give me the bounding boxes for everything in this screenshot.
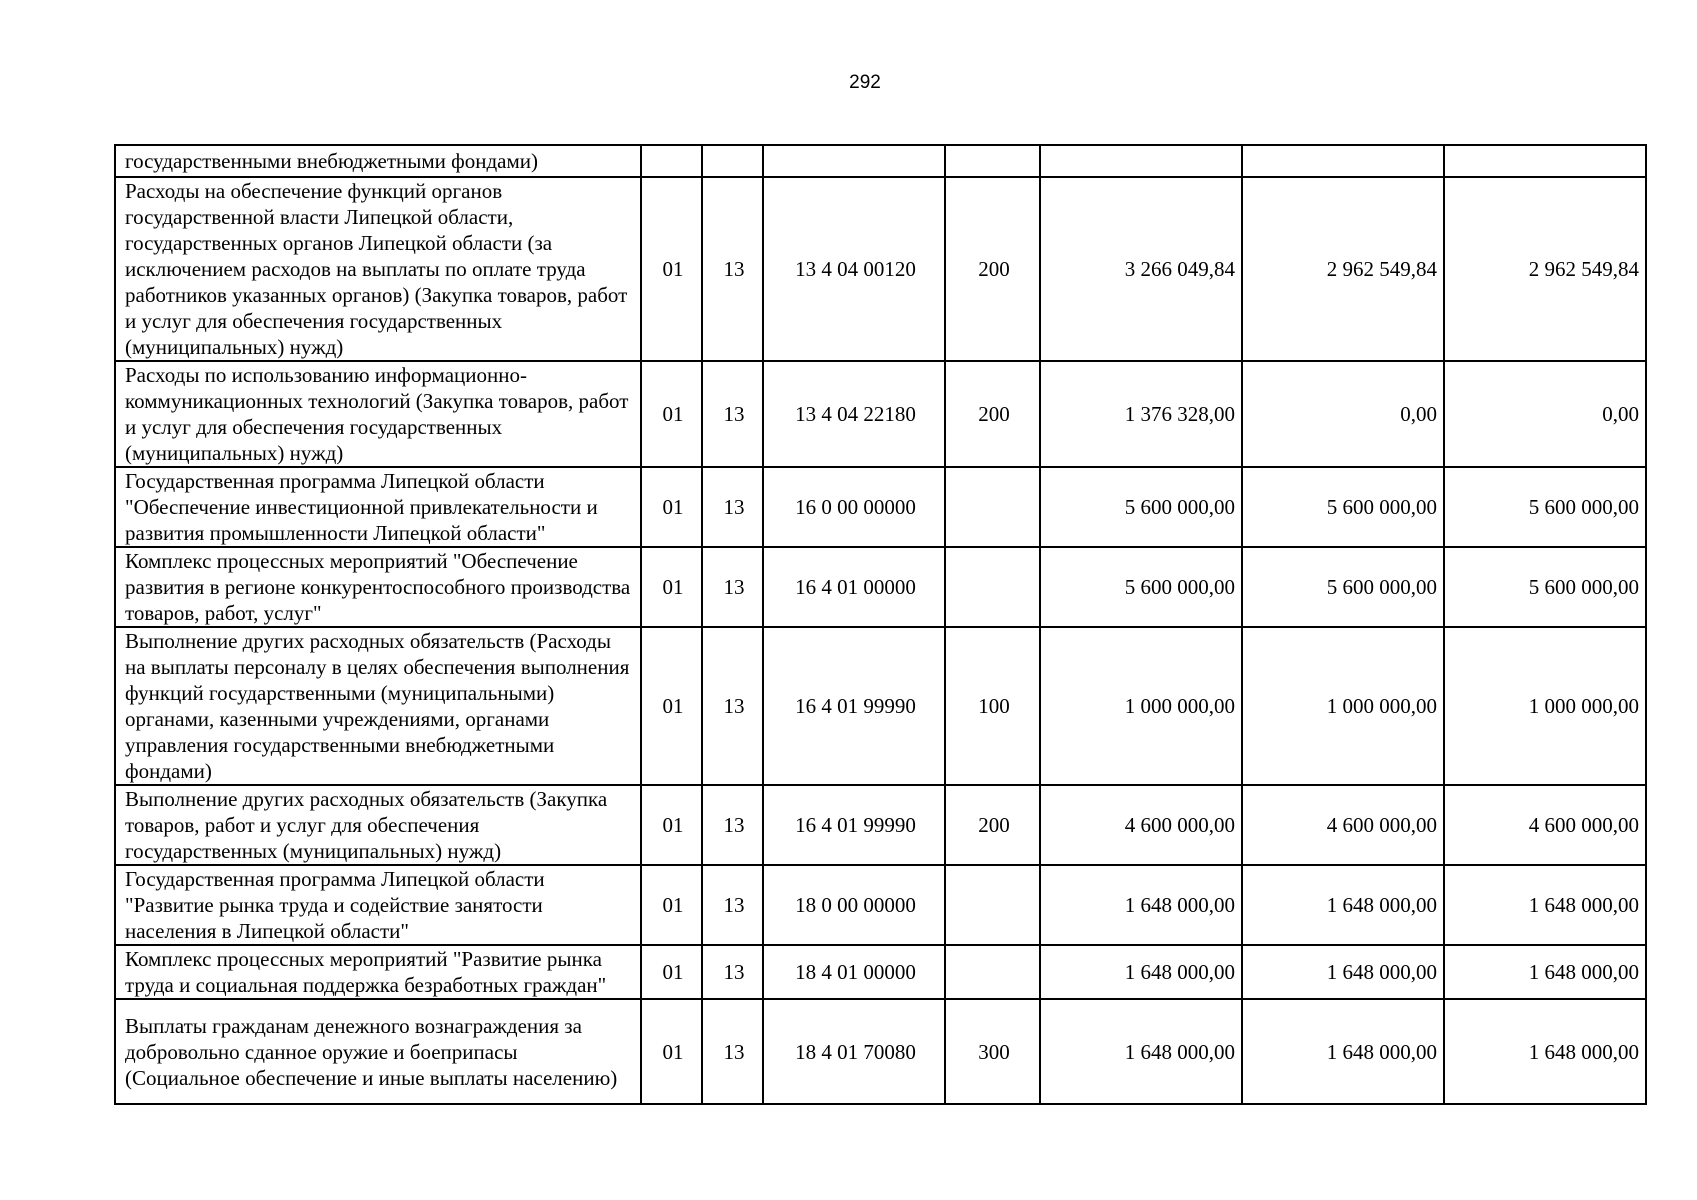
section-code-cell: 01 — [641, 361, 702, 467]
amount-2-cell: 1 648 000,00 — [1242, 999, 1444, 1104]
expense-kind-cell — [945, 547, 1040, 627]
amount-1-cell: 1 000 000,00 — [1040, 627, 1242, 785]
target-article-cell: 18 0 00 00000 — [763, 865, 945, 945]
row-name-cell: Государственная программа Липецкой области "Обеспечение инвестиционной привлекательности и развития промышленности Липецкой области" — [115, 467, 641, 547]
amount-3-cell: 1 000 000,00 — [1444, 627, 1646, 785]
target-article-cell: 16 4 01 99990 — [763, 627, 945, 785]
target-article-cell — [763, 145, 945, 177]
subsection-code-cell: 13 — [702, 177, 763, 361]
expense-kind-cell: 200 — [945, 785, 1040, 865]
amount-3-cell — [1444, 145, 1646, 177]
page-number: 292 — [849, 72, 881, 93]
row-name-cell: государственными внебюджетными фондами) — [115, 145, 641, 177]
amount-2-cell: 0,00 — [1242, 361, 1444, 467]
subsection-code-cell — [702, 145, 763, 177]
amount-1-cell — [1040, 145, 1242, 177]
row-name-cell: Расходы на обеспечение функций органов государственной власти Липецкой области, государственных органов Липецкой области (за исключением расходов на выплаты по оплате труда работников указанных органов) (Закупка товаров, работ и услуг для обеспечения государственных (муниципальных) нужд) — [115, 177, 641, 361]
table-row — [115, 865, 1646, 945]
row-name-cell: Выплаты гражданам денежного вознаграждения за добровольно сданное оружие и боеприпасы (Социальное обеспечение и иные выплаты населению) — [115, 999, 641, 1104]
row-name-cell: Комплекс процессных мероприятий "Развитие рынка труда и социальная поддержка безработных граждан" — [115, 945, 641, 999]
target-article-cell: 18 4 01 00000 — [763, 945, 945, 999]
amount-1-cell: 1 376 328,00 — [1040, 361, 1242, 467]
amount-1-cell: 5 600 000,00 — [1040, 467, 1242, 547]
subsection-code-cell: 13 — [702, 785, 763, 865]
amount-3-cell: 1 648 000,00 — [1444, 999, 1646, 1104]
expense-kind-cell — [945, 865, 1040, 945]
amount-1-cell: 5 600 000,00 — [1040, 547, 1242, 627]
table-row — [115, 547, 1646, 627]
section-code-cell: 01 — [641, 785, 702, 865]
expense-kind-cell: 200 — [945, 177, 1040, 361]
amount-3-cell: 1 648 000,00 — [1444, 945, 1646, 999]
amount-3-cell: 5 600 000,00 — [1444, 467, 1646, 547]
subsection-code-cell: 13 — [702, 999, 763, 1104]
section-code-cell: 01 — [641, 547, 702, 627]
section-code-cell: 01 — [641, 999, 702, 1104]
table-row — [115, 945, 1646, 999]
target-article-cell: 18 4 01 70080 — [763, 999, 945, 1104]
amount-2-cell: 5 600 000,00 — [1242, 547, 1444, 627]
expense-kind-cell: 300 — [945, 999, 1040, 1104]
target-article-cell: 13 4 04 00120 — [763, 177, 945, 361]
table-row — [115, 627, 1646, 785]
row-name-cell: Комплекс процессных мероприятий "Обеспечение развития в регионе конкурентоспособного производства товаров, работ, услуг" — [115, 547, 641, 627]
subsection-code-cell: 13 — [702, 467, 763, 547]
amount-3-cell: 1 648 000,00 — [1444, 865, 1646, 945]
expense-kind-cell — [945, 145, 1040, 177]
target-article-cell: 16 4 01 99990 — [763, 785, 945, 865]
subsection-code-cell: 13 — [702, 361, 763, 467]
subsection-code-cell: 13 — [702, 865, 763, 945]
section-code-cell: 01 — [641, 627, 702, 785]
section-code-cell: 01 — [641, 177, 702, 361]
amount-3-cell: 0,00 — [1444, 361, 1646, 467]
table-row — [115, 785, 1646, 865]
target-article-cell: 16 4 01 00000 — [763, 547, 945, 627]
subsection-code-cell: 13 — [702, 627, 763, 785]
table-row — [115, 999, 1646, 1104]
amount-3-cell: 2 962 549,84 — [1444, 177, 1646, 361]
expense-kind-cell — [945, 467, 1040, 547]
amount-1-cell: 4 600 000,00 — [1040, 785, 1242, 865]
section-code-cell: 01 — [641, 865, 702, 945]
target-article-cell: 16 0 00 00000 — [763, 467, 945, 547]
subsection-code-cell: 13 — [702, 547, 763, 627]
amount-1-cell: 1 648 000,00 — [1040, 945, 1242, 999]
target-article-cell: 13 4 04 22180 — [763, 361, 945, 467]
row-name-cell: Расходы по использованию информационно-коммуникационных технологий (Закупка товаров, работ и услуг для обеспечения государственных (муниципальных) нужд) — [115, 361, 641, 467]
table-row — [115, 361, 1646, 467]
row-name-cell: Выполнение других расходных обязательств (Расходы на выплаты персоналу в целях обеспечения выполнения функций государственными (муниципальными) органами, казенными учреждениями, органами управления государственными внебюджетными фондами) — [115, 627, 641, 785]
amount-2-cell: 1 648 000,00 — [1242, 945, 1444, 999]
amount-3-cell: 4 600 000,00 — [1444, 785, 1646, 865]
amount-2-cell: 2 962 549,84 — [1242, 177, 1444, 361]
table-row — [115, 467, 1646, 547]
expense-kind-cell: 200 — [945, 361, 1040, 467]
amount-2-cell: 1 648 000,00 — [1242, 865, 1444, 945]
amount-2-cell: 5 600 000,00 — [1242, 467, 1444, 547]
expense-kind-cell — [945, 945, 1040, 999]
amount-2-cell — [1242, 145, 1444, 177]
subsection-code-cell: 13 — [702, 945, 763, 999]
amount-1-cell: 3 266 049,84 — [1040, 177, 1242, 361]
expense-kind-cell: 100 — [945, 627, 1040, 785]
section-code-cell: 01 — [641, 467, 702, 547]
amount-2-cell: 4 600 000,00 — [1242, 785, 1444, 865]
budget-table — [114, 144, 1647, 1105]
amount-2-cell: 1 000 000,00 — [1242, 627, 1444, 785]
amount-1-cell: 1 648 000,00 — [1040, 865, 1242, 945]
row-name-cell: Выполнение других расходных обязательств (Закупка товаров, работ и услуг для обеспечения государственных (муниципальных) нужд) — [115, 785, 641, 865]
table-row — [115, 145, 1646, 177]
amount-1-cell: 1 648 000,00 — [1040, 999, 1242, 1104]
row-name-cell: Государственная программа Липецкой области "Развитие рынка труда и содействие занятости населения в Липецкой области" — [115, 865, 641, 945]
table-row — [115, 177, 1646, 361]
section-code-cell — [641, 145, 702, 177]
amount-3-cell: 5 600 000,00 — [1444, 547, 1646, 627]
section-code-cell: 01 — [641, 945, 702, 999]
